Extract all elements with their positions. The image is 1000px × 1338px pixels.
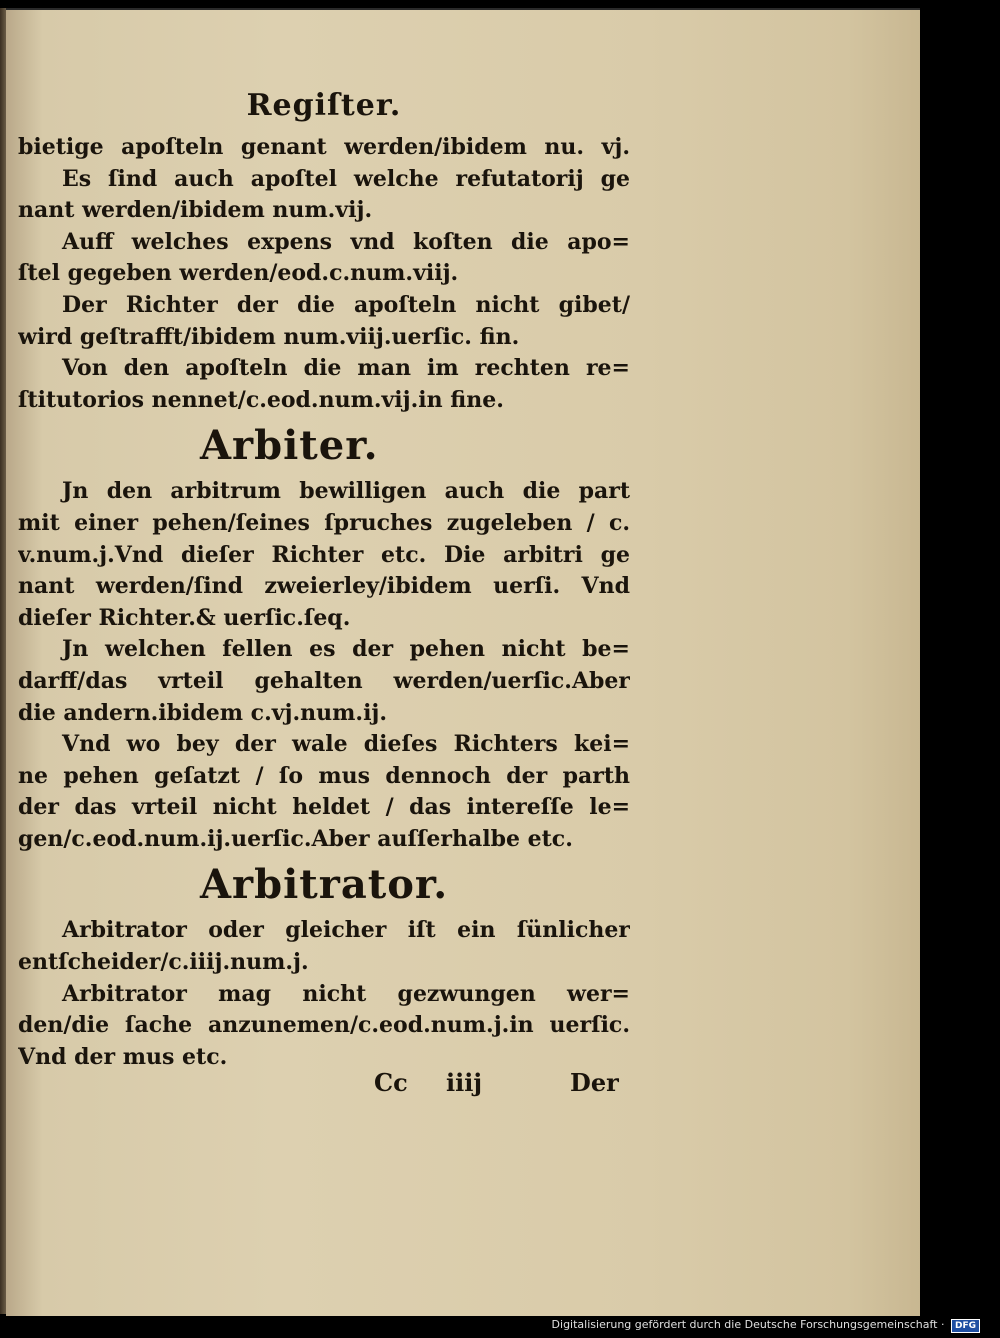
register-entry-line: bietige apoſteln genant werden/ibidem nu. vj. [18,134,630,160]
register-entry-line: ſtitutorios nennet/c.eod.num.vij.in fine. [18,386,504,413]
digitization-footer [552,1318,980,1333]
register-entry-line: dieſer Richter.& uerſic.ſeq. [18,604,351,631]
page-text [18,80,630,1073]
register-entry-line: die andern.ibidem c.vj.num.ij. [18,699,388,726]
register-entry-line: Jn den arbitrum bewilligen auch die part [62,478,630,505]
register-entry-line: Arbitrator mag nicht gezwungen wer= [62,980,630,1007]
register-entry-line: nant werden/ibidem num.vij. [18,197,373,224]
register-entry-line: Vnd der mus etc. [18,1043,228,1070]
register-entry-line: Der Richter der die apoſteln nicht gibet/ [62,291,630,318]
register-entry-line: Auff welches expens vnd koſten die apo= [62,228,630,255]
footer-separator: · [940,1318,948,1331]
register-entry-line: Von den apoſteln die man im rechten re= [62,355,630,382]
register-entry-line: Arbitrator oder gleicher iſt ein ſünlicher [62,917,630,944]
register-entry-line: v.num.j.Vnd dieſer Richter etc. Die arbitri ge [18,541,630,568]
register-entry-line: wird geſtrafft/ibidem num.viij.uerſic. fin. [18,323,520,350]
section-heading: Arbiter. [200,422,379,470]
section-heading: Arbitrator. [200,861,449,909]
running-head: Regiſter. [246,88,402,123]
sheet-number: iiij [446,1068,483,1097]
register-entry-line: nant werden/ſind zweierley/ibidem uerſi. Vnd [18,573,630,600]
register-entry-line: den/die ſache anzunemen/c.eod.num.j.in uerſic. [18,1012,630,1039]
register-entry-line: mit einer pehen/ſeines ſpruches zugeleben / c. [18,509,630,536]
footer-credit: Digitalisierung gefördert durch die Deutsche Forschungsgemeinschaft [551,1318,938,1331]
register-sections [18,132,630,1073]
register-entry-line: darff/das vrteil gehalten werden/uerſic.Aber [18,667,630,694]
register-entry-line: ne pehen geſatzt / ſo mus dennoch der parth [18,762,630,789]
catchline [18,1068,630,1104]
signature-mark: Cc [374,1068,408,1097]
catchword: Der [570,1068,619,1097]
register-entry-line: der das vrteil nicht heldet / das intereſſe le= [18,794,630,821]
register-entry-line: gen/c.eod.num.ij.uerſic.Aber auſſerhalbe etc. [18,825,573,852]
dfg-logo-icon: DFG [951,1319,980,1333]
register-entry-line: Vnd wo bey der wale dieſes Richters kei= [62,731,630,758]
register-entry-line: ſtel gegeben werden/eod.c.num.viij. [18,260,459,287]
register-entry-line: Jn welchen fellen es der pehen nicht be= [62,636,630,663]
register-entry-line: entſcheider/c.iiij.num.j. [18,949,309,976]
register-entry-line: Es ſind auch apoſtel welche refutatorij ge [62,165,630,192]
